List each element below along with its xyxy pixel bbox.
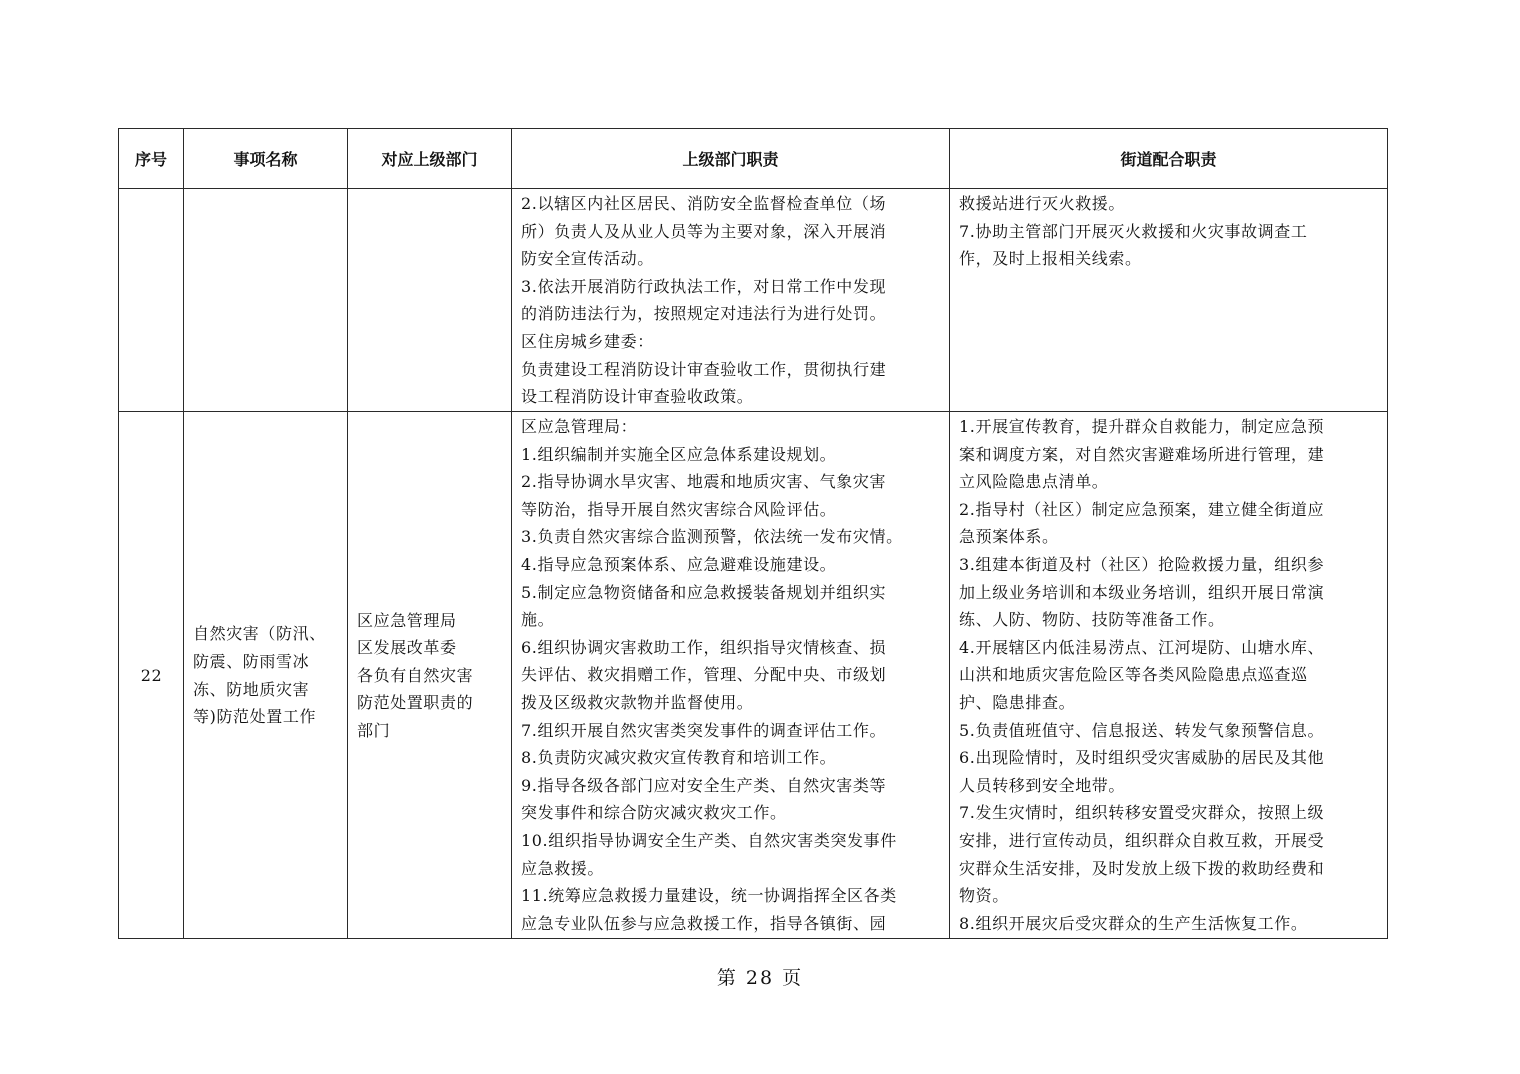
cell-text-line: 失评估、救灾捐赠工作，管理、分配中央、市级划 (521, 665, 887, 685)
cell-text-line: 设工程消防设计审查验收政策。 (521, 387, 754, 407)
cell-text-line: 3.负责自然灾害综合监测预警，依法统一发布灾情。 (521, 527, 903, 547)
table-row (119, 189, 1388, 412)
cell-text-line: 2.指导村（社区）制定应急预案，建立健全街道应 (959, 499, 1325, 519)
header-index: 序号 (119, 129, 184, 189)
cell-text-line: 4.开展辖区内低洼易涝点、江河堤防、山塘水库、 (959, 637, 1325, 657)
cell-text-line: 1.开展宣传教育，提升群众自救能力，制定应急预 (959, 417, 1325, 436)
table-header-row (119, 129, 1388, 189)
page-number: 第 28 页 (716, 967, 804, 989)
cell-text-line: 案和调度方案，对自然灾害避难场所进行管理，建 (959, 444, 1325, 464)
header-upper-duty: 上级部门职责 (512, 129, 950, 189)
cell-text-line: 区住房城乡建委： (521, 331, 654, 351)
cell-text-line: 加上级业务培训和本级业务培训，组织开展日常演 (959, 582, 1325, 602)
cell-text-line: 等防治，指导开展自然灾害综合风险评估。 (521, 499, 837, 519)
cell-item-name (184, 189, 348, 412)
cell-text-line: 7.协助主管部门开展灭火救援和火灾事故调查工 (959, 221, 1308, 241)
cell-text-line: 物资。 (959, 886, 1009, 906)
cell-text-line: 应急救援。 (521, 858, 605, 878)
cell-text-line: 5.制定应急物资储备和应急救援装备规划并组织实 (521, 582, 887, 602)
cell-street-duty (950, 189, 1388, 412)
cell-text-line: 8.组织开展灾后受灾群众的生产生活恢复工作。 (959, 913, 1308, 933)
cell-upper-duty (512, 412, 950, 939)
cell-department (348, 412, 512, 939)
cell-text-line: 6.组织协调灾害救助工作，组织指导灾情核查、损 (521, 637, 887, 657)
cell-street-duty (950, 412, 1388, 939)
cell-text-line: 2.指导协调水旱灾害、地震和地质灾害、气象灾害 (521, 472, 887, 492)
cell-text-line: 防震、防雨雪冰 (193, 651, 310, 671)
cell-text-line: 10.组织指导协调安全生产类、自然灾害类突发事件 (521, 830, 897, 850)
cell-text-line: 负责建设工程消防设计审查验收工作，贯彻执行建 (521, 359, 887, 379)
cell-text-line: 8.负责防灾减灾救灾宣传教育和培训工作。 (521, 748, 837, 768)
cell-department (348, 189, 512, 412)
cell-text-line: 安排，进行宣传动员，组织群众自救互救，开展受 (959, 830, 1325, 850)
cell-text-line: 防范处置职责的 (357, 693, 474, 713)
cell-text-line: 7.组织开展自然灾害类突发事件的调查评估工作。 (521, 720, 887, 740)
cell-text-line: 练、人防、物防、技防等准备工作。 (959, 610, 1225, 630)
cell-text-line: 区应急管理局： (521, 417, 638, 436)
cell-text-line: 部门 (357, 720, 391, 740)
cell-index: 22 (119, 412, 184, 939)
cell-text-line: 区发展改革委 (357, 638, 457, 658)
cell-text-line: 拨及区级救灾款物并监督使用。 (521, 692, 754, 712)
cell-text-line: 区应急管理局 (357, 610, 457, 630)
cell-text-line: 6.出现险情时，及时组织受灾害威胁的居民及其他 (959, 748, 1325, 768)
cell-text-line: 应急专业队伍参与应急救援工作，指导各镇街、园 (521, 913, 887, 933)
cell-text-line: 3.组建本街道及村（社区）抢险救援力量，组织参 (959, 554, 1325, 574)
cell-text-line: 5.负责值班值守、信息报送、转发气象预警信息。 (959, 720, 1325, 740)
cell-text-line: 山洪和地质灾害危险区等各类风险隐患点巡查巡 (959, 665, 1308, 685)
cell-text-line: 2.以辖区内社区居民、消防安全监督检查单位（场 (521, 194, 887, 213)
cell-text-line: 自然灾害（防汛、 (193, 624, 326, 644)
cell-index (119, 189, 184, 412)
header-street-duty: 街道配合职责 (950, 129, 1388, 189)
cell-text-line: 作，及时上报相关线索。 (959, 249, 1142, 269)
cell-text-line: 3.依法开展消防行政执法工作，对日常工作中发现 (521, 276, 887, 296)
cell-text-line: 突发事件和综合防灾减灾救灾工作。 (521, 803, 787, 823)
cell-text-line: 9.指导各级各部门应对安全生产类、自然灾害类等 (521, 775, 887, 795)
cell-text-line: 急预案体系。 (959, 527, 1059, 547)
cell-text-line: 4.指导应急预案体系、应急避难设施建设。 (521, 554, 837, 574)
cell-text-line: 冻、防地质灾害 (193, 679, 310, 699)
table-row (119, 412, 1388, 939)
cell-text-line: 11.统筹应急救援力量建设，统一协调指挥全区各类 (521, 886, 897, 906)
duty-table (118, 128, 1388, 939)
cell-text-line: 所）负责人及从业人员等为主要对象，深入开展消 (521, 221, 887, 241)
header-item-name: 事项名称 (184, 129, 348, 189)
cell-text-line: 立风险隐患点清单。 (959, 472, 1109, 492)
cell-upper-duty (512, 189, 950, 412)
cell-text-line: 1.组织编制并实施全区应急体系建设规划。 (521, 444, 837, 464)
header-upper-department: 对应上级部门 (348, 129, 512, 189)
cell-text-line: 各负有自然灾害 (357, 665, 474, 685)
cell-text-line: 施。 (521, 610, 555, 630)
cell-item-name (184, 412, 348, 939)
cell-text-line: 等)防范处置工作 (193, 707, 317, 727)
cell-text-line: 防安全宣传活动。 (521, 249, 654, 269)
cell-text-line: 救援站进行灭火救援。 (959, 194, 1126, 213)
cell-text-line: 灾群众生活安排，及时发放上级下拨的救助经费和 (959, 858, 1325, 878)
cell-text-line: 7.发生灾情时，组织转移安置受灾群众，按照上级 (959, 803, 1325, 823)
cell-text-line: 护、隐患排查。 (959, 692, 1076, 712)
cell-text-line: 的消防违法行为，按照规定对违法行为进行处罚。 (521, 304, 887, 324)
cell-text-line: 人员转移到安全地带。 (959, 775, 1126, 795)
